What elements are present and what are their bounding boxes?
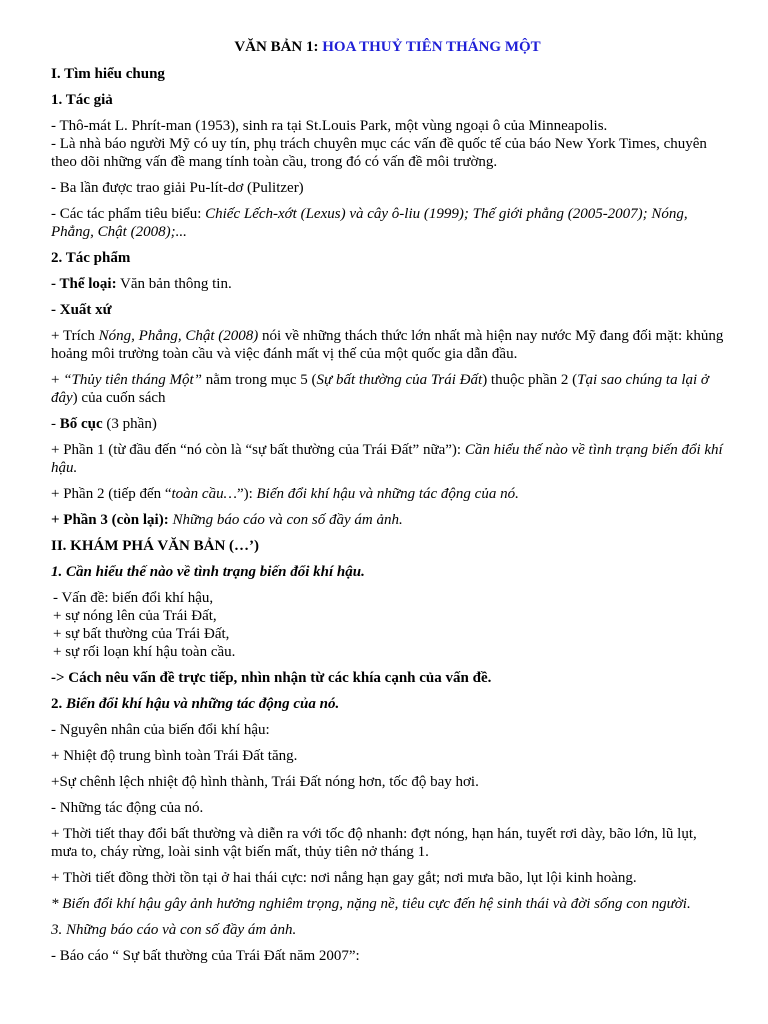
part-3-paragraph	[51, 511, 724, 529]
text-run: (3 phần)	[102, 416, 157, 432]
part-1-paragraph	[51, 441, 724, 477]
text-run: + Phần 1 (từ đầu đến “nó còn là “sự bất thường của Trái Đất” nữa”):	[51, 442, 465, 458]
text-run: Tại sao chúng ta lại ở đây	[51, 372, 709, 406]
origin-paragraph-1	[51, 327, 724, 363]
list-item: + sự bất thường của Trái Đất,	[53, 626, 230, 642]
report-paragraph: - Báo cáo “ Sự bất thường của Trái Đất năm 2007”:	[51, 948, 360, 964]
impact-item-1: + Thời tiết thay đổi bất thường và diễn ra với tốc độ nhanh: đợt nóng, hạn hán, tuyết rơi dày, bão lớn, lũ lụt, mưa to, cháy rừng, loài sinh vật biến mất, thủy tiên nở tháng 1.	[51, 826, 697, 860]
genre-paragraph	[51, 275, 724, 293]
text-run: ) thuộc phần 2 (	[482, 372, 578, 388]
text-run: Cần hiểu thế nào về tình trạng biến đổi khí hậu.	[51, 442, 723, 476]
text-run: Sự bất thường của Trái Đất	[316, 372, 483, 388]
text-run: Biến đổi khí hậu và những tác động của nó.	[66, 696, 340, 712]
genre-label: - Thể loại:	[51, 276, 117, 292]
author-paragraph-3: - Ba lần được trao giải Pu-lít-dơ (Pulitzer)	[51, 180, 304, 196]
origin-label: - Xuất xứ	[51, 302, 112, 318]
author-paragraph-1: - Thô-mát L. Phrít-man (1953), sinh ra tại St.Louis Park, một vùng ngoại ô của Minneapolis.	[51, 118, 608, 134]
part-2-paragraph	[51, 485, 724, 503]
section-1-heading: I. Tìm hiểu chung	[51, 66, 165, 82]
text-run: Nóng, Phẳng, Chật (2008)	[98, 328, 259, 344]
text-run: +	[51, 372, 64, 388]
subsection-work-heading: 2. Tác phẩm	[51, 250, 131, 266]
impact-item-2: + Thời tiết đồng thời tồn tại ở hai thái cực: nơi nắng hạn gay gắt; nơi mưa bão, lụt lội kinh hoàng.	[51, 870, 637, 886]
text-run: nói về những thách thức lớn nhất mà hiện nay nước Mỹ đang đối mặt: khủng hoảng môi trường toàn cầu và việc đánh mất vị thế của một quốc gia dẫn đầu.	[51, 328, 724, 362]
text-run: Bố cục	[59, 416, 103, 432]
text-run: nằm trong mục 5 (	[201, 372, 317, 388]
text-run: + Phần 2 (tiếp đến “	[51, 486, 172, 502]
works-list: Chiếc Lếch-xớt (Lexus) và cây ô-liu (1999); Thế giới phẳng (2005-2007); Nóng, Phẳng, Chật (2008);...	[51, 206, 688, 240]
layout-paragraph	[51, 415, 724, 433]
impact-summary: * Biến đổi khí hậu gây ảnh hưởng nghiêm trọng, nặng nề, tiêu cực đến hệ sinh thái và đời sống con người.	[51, 896, 691, 912]
title-main: HOA THUỶ TIÊN THÁNG MỘT	[322, 39, 541, 55]
subsection-author-heading: 1. Tác giả	[51, 92, 113, 108]
text-run: ) của cuốn sách	[72, 390, 166, 406]
author-paragraph-2: - Là nhà báo người Mỹ có uy tín, phụ trách chuyên mục các vấn đề quốc tế của báo New York Times, chuyên theo dõi những vấn đề mang tính toàn cầu, trong đó có vấn đề môi trường.	[51, 136, 707, 170]
text-run: ”):	[236, 486, 257, 502]
text-run: + Trích	[51, 328, 99, 344]
list-item: - Vấn đề: biến đổi khí hậu,	[53, 590, 214, 606]
origin-paragraph-2	[51, 371, 724, 407]
impact-paragraph: - Những tác động của nó.	[51, 800, 204, 816]
text-run: 2.	[51, 696, 66, 712]
text-run: + Phần 3 (còn lại):	[51, 512, 169, 528]
text-run: “Thủy tiên tháng Một”	[63, 372, 202, 388]
subsection-2-3-heading: 3. Những báo cáo và con số đầy ám ảnh.	[51, 922, 297, 938]
document-title	[51, 38, 724, 56]
author-works-paragraph	[51, 205, 724, 241]
section-2-heading: II. KHÁM PHÁ VĂN BẢN (…’)	[51, 538, 260, 554]
subsection-2-2-heading	[51, 695, 724, 713]
title-prefix: VĂN BẢN 1:	[234, 39, 323, 55]
cause-item-1: + Nhiệt độ trung bình toàn Trái Đất tăng.	[51, 748, 298, 764]
subsection-2-1-heading: 1. Cần hiểu thế nào về tình trạng biến đổi khí hậu.	[51, 564, 365, 580]
text-run: Biến đổi khí hậu và những tác động của nó.	[256, 486, 519, 502]
genre-value: Văn bản thông tin.	[116, 276, 232, 292]
text-run: Những báo cáo và con số đầy ám ảnh.	[168, 512, 403, 528]
list-item: + sự rối loạn khí hậu toàn cầu.	[53, 644, 236, 660]
conclusion-paragraph: -> Cách nêu vấn đề trực tiếp, nhìn nhận từ các khía cạnh của vấn đề.	[51, 670, 492, 686]
cause-item-2: +Sự chênh lệch nhiệt độ hình thành, Trái Đất nóng hơn, tốc độ bay hơi.	[51, 774, 479, 790]
cause-paragraph: - Nguyên nhân của biến đổi khí hậu:	[51, 722, 270, 738]
text-run: -	[51, 416, 60, 432]
list-item: + sự nóng lên của Trái Đất,	[53, 608, 217, 624]
text-run: toàn cầu…	[171, 486, 237, 502]
works-lead: - Các tác phẩm tiêu biểu:	[51, 206, 206, 222]
